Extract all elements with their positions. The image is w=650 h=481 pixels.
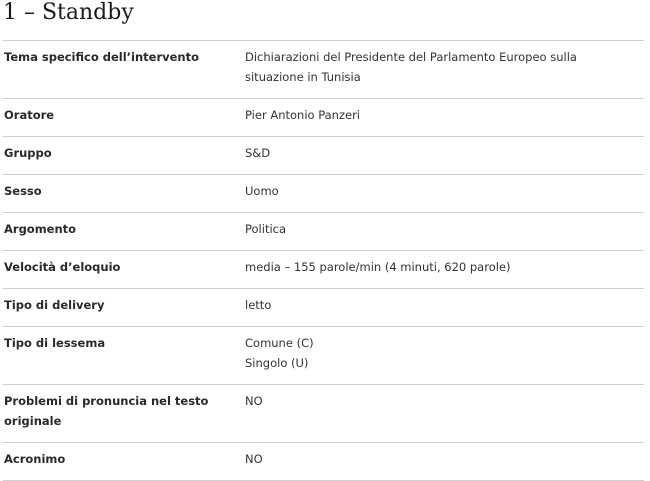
row-label: Velocità d’eloquio [4, 260, 121, 274]
row-value-line: S&D [245, 146, 271, 160]
row-label: Argomento [4, 222, 77, 236]
row-label: Acronimo [4, 452, 66, 466]
table-row-lessema [3, 327, 644, 385]
table-row-gruppo [3, 137, 644, 175]
row-label: Tipo di delivery [4, 298, 105, 312]
row-label: Oratore [4, 108, 55, 122]
row-value-line: media – 155 parole/min (4 minuti, 620 parole) [245, 260, 511, 274]
row-value [245, 251, 644, 289]
row-value-line: Politica [245, 222, 287, 236]
table-row-delivery [3, 289, 644, 327]
row-value [245, 175, 644, 213]
row-label: Tipo di lessema [4, 336, 106, 350]
row-value [245, 137, 644, 175]
table-row-velocita [3, 251, 644, 289]
table-row-acronimo [3, 443, 644, 481]
table-row-argomento [3, 213, 644, 251]
row-value [245, 443, 644, 481]
row-value-line: NO [245, 394, 263, 408]
row-value-line: Dichiarazioni del Presidente del Parlamento Europeo sulla situazione in Tunisia [245, 50, 577, 84]
row-label: Problemi di pronuncia nel testo originale [4, 394, 209, 428]
row-value-line: NO [245, 452, 263, 466]
row-value [245, 385, 644, 443]
table-row-sesso [3, 175, 644, 213]
row-value-line: letto [245, 298, 272, 312]
row-value-line: Pier Antonio Panzeri [245, 108, 360, 122]
row-value [245, 289, 644, 327]
row-value [245, 99, 644, 137]
speech-info-table [3, 40, 644, 481]
row-label: Sesso [4, 184, 42, 198]
row-label: Gruppo [4, 146, 52, 160]
row-label: Tema specifico dell’intervento [4, 50, 200, 64]
row-value [245, 41, 644, 99]
table-row-pronuncia [3, 385, 644, 443]
row-value-line: Comune (C) [245, 336, 314, 350]
page-title: 1 – Standby [3, 0, 134, 25]
row-value-line: Singolo (U) [245, 356, 309, 370]
row-value [245, 327, 644, 385]
table-row-oratore [3, 99, 644, 137]
table-row-tema [3, 41, 644, 99]
row-value [245, 213, 644, 251]
row-value-line: Uomo [245, 184, 279, 198]
